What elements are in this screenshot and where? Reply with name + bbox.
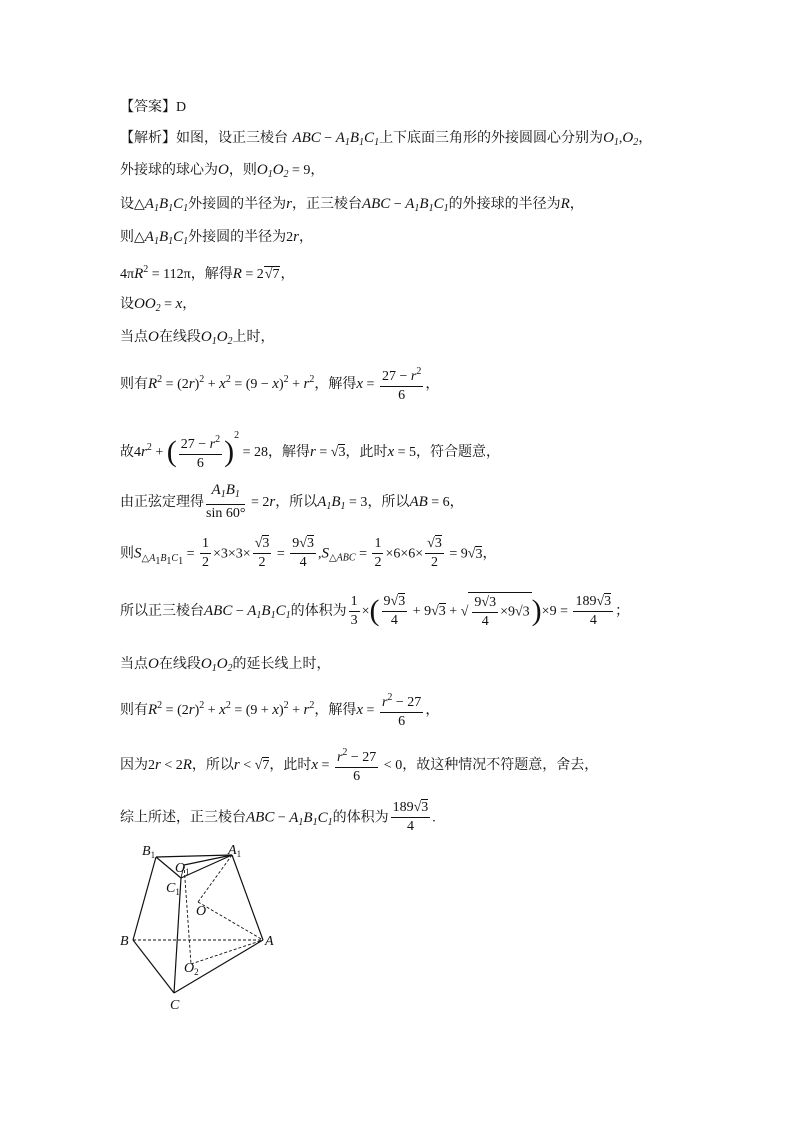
text: 因为 <box>120 757 148 773</box>
answer-line <box>120 97 186 118</box>
text: 设 <box>120 196 134 212</box>
edge-BC <box>133 940 174 993</box>
edge-A1A <box>232 855 263 940</box>
text: 外接圆的半径为 <box>188 229 287 245</box>
text: 外接圆的半径为 <box>188 196 287 212</box>
text: ，解得 <box>314 376 357 392</box>
text: ，所以 <box>367 494 410 510</box>
analysis-line-9: 故$4r^2$ + ( $\frac{27 - r^2}{6}$ )$^2$ = 28，解得r = √3，此时x = 5，符合题意， <box>120 430 501 471</box>
label-A1: $A_1$ <box>228 843 242 859</box>
answer-value: D <box>176 100 187 115</box>
label-C: C <box>170 998 180 1013</box>
text: ，此时 <box>269 757 312 773</box>
text: ，解得 <box>268 444 311 460</box>
text: 的外接球的半径为 <box>448 196 561 212</box>
analysis-line-13: 当点O在线段$O_1O_2$的延长线上时， <box>120 656 331 674</box>
label-O: O <box>196 904 207 919</box>
text: 则 <box>120 229 134 245</box>
analysis-line-8: 则有$R^2 = (2r)^2 + x^2 = (9 - x)^2 + r^2$，解得x = $\frac{27 - r^2}{6}$ ， <box>120 366 440 403</box>
text: ，此时 <box>345 444 388 460</box>
text: ，则 <box>228 162 257 178</box>
text: ，所以 <box>275 494 318 510</box>
edge-B1A1 <box>156 855 232 857</box>
analysis-line-1: 【解析】如图，设正三棱台 ABC − $A_1B_1C_1$上下底面三角形的外接圆圆心分别为$O_1,O_2$， <box>120 130 653 148</box>
text: 综上所述，正三棱台 <box>120 809 246 826</box>
analysis-line-15: 因为2r < 2R，所以r < √7，此时x = $\frac{r^2 - 27}{6}$ < 0，故这种情况不符题意，舍去， <box>120 747 599 784</box>
label-C1: $C_1$ <box>166 881 180 897</box>
label-O1: $O_1$ <box>175 861 190 877</box>
text: 所以正三棱台 <box>120 603 204 619</box>
text: 则有 <box>120 702 148 718</box>
text: 由正弦定理得 <box>120 494 204 510</box>
analysis-line-14: 则有$R^2 = (2r)^2 + x^2 = (9 + x)^2 + r^2$，解得x = $\frac{r^2 - 27}{6}$ ， <box>120 692 440 729</box>
analysis-line-10: 由正弦定理得 $\frac{A_1B_1}{\sin 60^\circ}$ = 2r，所以$A_1B_1 = 3$，所以AB = 6， <box>120 482 464 521</box>
analysis-line-16: 综上所述，正三棱台ABC − $A_1B_1C_1$的体积为 $\frac{189√3}{4}$ . <box>120 800 436 834</box>
edge-B1B <box>133 857 156 940</box>
analysis-line-7: 当点O在线段$O_1O_2$上时， <box>120 329 275 347</box>
text: ，所以 <box>191 757 234 773</box>
answer-tag: 【答案】 <box>120 99 176 115</box>
analysis-line-12: 所以正三棱台ABC − $A_1B_1C_1$的体积为 $\frac{1}{3}$ ×( $\frac{9√3}{4}$ + 9√3 + √ $\frac{9√3}{4}$ ×9√3)×9 = $\frac{189√3}{4}$ ； <box>120 593 630 629</box>
text: ，解得 <box>190 266 233 282</box>
frustum-figure <box>112 838 292 1018</box>
seg-O2A-hidden <box>191 940 263 964</box>
text: 的体积为 <box>290 603 347 619</box>
text: 的延长线上时， <box>232 656 331 672</box>
text: 设 <box>120 296 134 312</box>
analysis-line-5: $4\pi R^2 = 112\pi$，解得R = 2√7， <box>120 264 295 282</box>
text: ，正三棱台 <box>291 196 362 212</box>
text: 则有 <box>120 376 148 392</box>
label-O2: $O_2$ <box>184 961 199 977</box>
label-B: B <box>120 934 129 949</box>
text: 故 <box>120 444 134 460</box>
analysis-line-11: 则$S_{\triangle A_1B_1C_1}$ = $\frac{1}{2}$ ×3×3× $\frac{√3}{2}$ = $\frac{9√3}{4}$ $,S_{\triangle ABC}$ = $\frac{1}{2}$ ×6×6× $\frac{√3}{2}$ = 9√3， <box>120 536 497 570</box>
seg-OA-hidden <box>198 902 263 940</box>
analysis-line-3: 设$\triangle A_1B_1C_1$外接圆的半径为r，正三棱台ABC − $A_1B_1C_1$的外接球的半径为R， <box>120 196 584 214</box>
label-A: A <box>265 934 274 949</box>
text: ，符合题意， <box>416 444 501 460</box>
text: 当点 <box>120 329 148 345</box>
text: 外接球的球心为 <box>120 162 218 178</box>
text: 上下底面三角形的外接圆圆心分别为 <box>379 130 604 146</box>
text: 当点 <box>120 656 148 672</box>
text: 如图，设正三棱台 <box>176 130 288 146</box>
text: 则 <box>120 545 134 562</box>
analysis-tag: 【解析】 <box>120 130 176 146</box>
text: 在线段 <box>158 329 201 345</box>
seg-O1O2-hidden <box>184 865 191 964</box>
analysis-line-2: 外接球的球心为O，则$O_1O_2 = 9$， <box>120 162 325 180</box>
text: 上时， <box>232 329 275 345</box>
label-B1: $B_1$ <box>142 844 156 860</box>
text: 的体积为 <box>332 809 389 826</box>
analysis-line-4: 则$\triangle A_1B_1C_1$外接圆的半径为2r， <box>120 229 313 247</box>
text: ，解得 <box>314 702 357 718</box>
text: 在线段 <box>158 656 201 672</box>
analysis-line-6: 设$OO_2 = x$， <box>120 296 197 314</box>
text: ，故这种情况不符题意，舍去， <box>402 757 599 773</box>
